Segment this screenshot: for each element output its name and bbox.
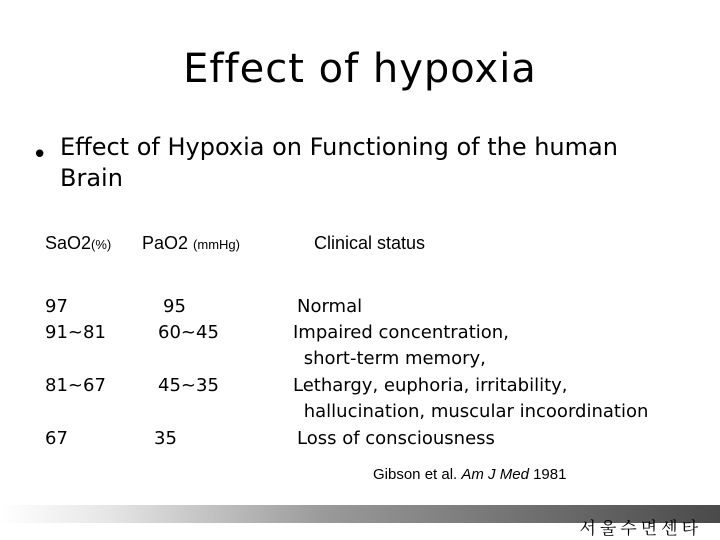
citation-authors: Gibson et al.: [373, 466, 462, 483]
header-sao2-unit: (%): [91, 237, 112, 252]
header-clinical-status: Clinical status: [314, 233, 426, 253]
citation-year: 1981: [528, 466, 567, 483]
table-cell-sao2: 67: [45, 428, 68, 449]
table-cell-sao2: 97: [45, 296, 68, 317]
header-pao2-label: PaO2: [142, 233, 194, 253]
header-pao2-unit: (mmHg): [193, 237, 240, 252]
bullet-line-1: Effect of Hypoxia on Functioning of the human: [60, 133, 618, 161]
table-cell-status: Impaired concentration,: [293, 322, 509, 343]
table-cell-status: Loss of consciousness: [297, 428, 495, 449]
slide-title: Effect of hypoxia: [183, 46, 537, 92]
table-cell-sao2: 81~67: [45, 375, 106, 396]
table-cell-pao2: 35: [154, 428, 177, 449]
citation-journal: Am J Med: [461, 466, 529, 483]
table-cell-status: Normal: [297, 296, 363, 317]
citation: [373, 466, 566, 483]
table-cell-status: Lethargy, euphoria, irritability,: [293, 375, 568, 396]
table-cell-pao2: 95: [163, 296, 186, 317]
header-sao2-label: SaO2: [45, 233, 92, 253]
table-cell-status-cont: short-term memory,: [298, 348, 486, 369]
bullet-marker: •: [32, 140, 48, 170]
table-cell-status-cont: hallucination, muscular incoordination: [298, 401, 649, 422]
bullet-text: [60, 132, 618, 194]
footer-brand-text: 서울수면센타: [579, 519, 702, 539]
bullet-line-2: Brain: [60, 164, 123, 192]
table-cell-pao2: 60~45: [158, 322, 219, 343]
header-pao2: [142, 233, 240, 254]
table-cell-sao2: 91~81: [45, 322, 106, 343]
header-sao2: [45, 233, 111, 254]
table-cell-pao2: 45~35: [158, 375, 219, 396]
